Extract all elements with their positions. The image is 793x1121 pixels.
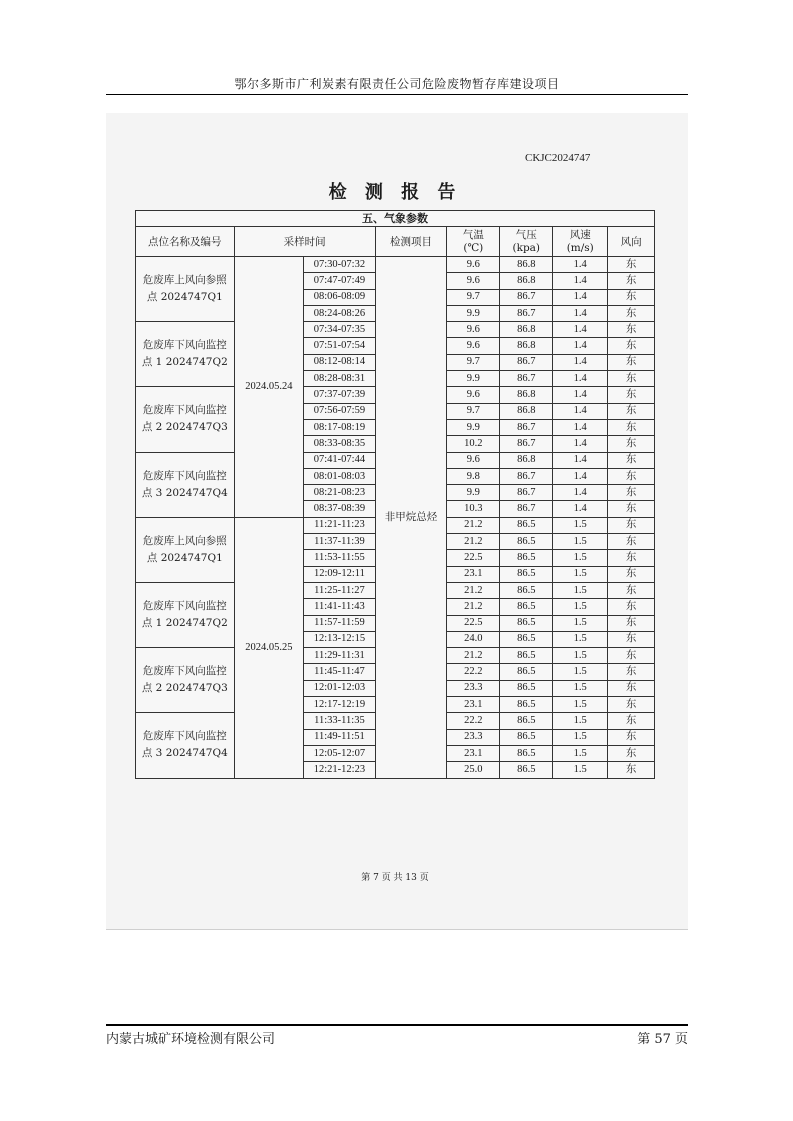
wind-dir-cell: 东	[608, 338, 655, 354]
item-cell: 非甲烷总烃	[375, 257, 447, 779]
footer-divider	[106, 1024, 688, 1026]
temp-cell: 9.9	[447, 419, 500, 435]
wind-speed-cell: 1.4	[553, 468, 608, 484]
wind-dir-cell: 东	[608, 648, 655, 664]
wind-speed-cell: 1.5	[553, 615, 608, 631]
temp-cell: 9.6	[447, 387, 500, 403]
report-title: 检 测 报 告	[328, 182, 462, 203]
location-cell: 危废库下风向监控点 1 2024747Q2	[136, 322, 235, 387]
wind-speed-cell: 1.5	[553, 648, 608, 664]
temp-cell: 25.0	[447, 762, 500, 778]
pressure-cell: 86.7	[500, 354, 553, 370]
time-cell: 08:06-08:09	[304, 289, 376, 305]
wind-speed-cell: 1.4	[553, 273, 608, 289]
wind-speed-cell: 1.4	[553, 436, 608, 452]
temp-cell: 9.6	[447, 322, 500, 338]
time-cell: 07:51-07:54	[304, 338, 376, 354]
time-cell: 11:41-11:43	[304, 599, 376, 615]
temp-cell: 21.2	[447, 599, 500, 615]
location-cell: 危废库下风向监控点 2 2024747Q3	[136, 387, 235, 452]
wind-speed-cell: 1.5	[553, 664, 608, 680]
wind-speed-cell: 1.5	[553, 631, 608, 647]
temp-cell: 9.6	[447, 452, 500, 468]
pressure-cell: 86.5	[500, 729, 553, 745]
wind-speed-cell: 1.5	[553, 566, 608, 582]
col-header-wind-speed: 风速 (m/s)	[553, 227, 608, 257]
wind-dir-cell: 东	[608, 403, 655, 419]
time-cell: 07:56-07:59	[304, 403, 376, 419]
temp-cell: 9.9	[447, 371, 500, 387]
pressure-cell: 86.5	[500, 566, 553, 582]
time-cell: 07:30-07:32	[304, 257, 376, 273]
wind-dir-cell: 东	[608, 534, 655, 550]
col-header-wind-dir: 风向	[608, 227, 655, 257]
wind-dir-cell: 东	[608, 599, 655, 615]
time-cell: 12:01-12:03	[304, 680, 376, 696]
wind-speed-cell: 1.5	[553, 534, 608, 550]
time-cell: 08:33-08:35	[304, 436, 376, 452]
pressure-cell: 86.5	[500, 697, 553, 713]
date-cell: 2024.05.25	[234, 517, 304, 778]
wind-speed-cell: 1.5	[553, 745, 608, 761]
time-cell: 11:29-11:31	[304, 648, 376, 664]
temp-cell: 9.6	[447, 257, 500, 273]
col-header-time: 采样时间	[234, 227, 375, 257]
time-cell: 12:05-12:07	[304, 745, 376, 761]
wind-speed-cell: 1.4	[553, 501, 608, 517]
wind-dir-cell: 东	[608, 631, 655, 647]
time-cell: 11:25-11:27	[304, 582, 376, 598]
temp-cell: 10.3	[447, 501, 500, 517]
pressure-cell: 86.5	[500, 648, 553, 664]
pressure-cell: 86.8	[500, 322, 553, 338]
time-cell: 08:17-08:19	[304, 419, 376, 435]
wind-dir-cell: 东	[608, 387, 655, 403]
report-page-number: 第 7 页 共 13 页	[361, 873, 429, 883]
time-cell: 07:34-07:35	[304, 322, 376, 338]
wind-speed-cell: 1.4	[553, 419, 608, 435]
wind-dir-cell: 东	[608, 729, 655, 745]
pressure-cell: 86.8	[500, 403, 553, 419]
location-cell: 危废库上风向参照点 2024747Q1	[136, 517, 235, 582]
wind-speed-cell: 1.4	[553, 371, 608, 387]
wind-speed-cell: 1.5	[553, 729, 608, 745]
wind-speed-cell: 1.5	[553, 697, 608, 713]
col-header-temp: 气温 (℃)	[447, 227, 500, 257]
wind-speed-cell: 1.4	[553, 387, 608, 403]
time-cell: 07:47-07:49	[304, 273, 376, 289]
temp-cell: 22.5	[447, 615, 500, 631]
pressure-cell: 86.7	[500, 468, 553, 484]
pressure-cell: 86.7	[500, 436, 553, 452]
temp-cell: 22.2	[447, 713, 500, 729]
time-cell: 08:21-08:23	[304, 485, 376, 501]
pressure-cell: 86.5	[500, 615, 553, 631]
time-cell: 11:37-11:39	[304, 534, 376, 550]
wind-dir-cell: 东	[608, 273, 655, 289]
temp-cell: 21.2	[447, 517, 500, 533]
footer-company: 内蒙古城矿环境检测有限公司	[106, 1032, 276, 1047]
wind-dir-cell: 东	[608, 322, 655, 338]
pressure-cell: 86.8	[500, 387, 553, 403]
wind-dir-cell: 东	[608, 452, 655, 468]
temp-cell: 21.2	[447, 582, 500, 598]
wind-speed-cell: 1.4	[553, 257, 608, 273]
pressure-cell: 86.7	[500, 501, 553, 517]
wind-dir-cell: 东	[608, 745, 655, 761]
location-cell: 危废库下风向监控点 3 2024747Q4	[136, 713, 235, 778]
wind-dir-cell: 东	[608, 289, 655, 305]
report-code: CKJC2024747	[525, 152, 591, 164]
pressure-cell: 86.5	[500, 664, 553, 680]
temp-cell: 21.2	[447, 648, 500, 664]
time-cell: 08:28-08:31	[304, 371, 376, 387]
date-cell: 2024.05.24	[234, 257, 304, 518]
time-cell: 11:53-11:55	[304, 550, 376, 566]
header-divider	[106, 94, 688, 95]
pressure-cell: 86.5	[500, 713, 553, 729]
document-header: 鄂尔多斯市广利炭素有限责任公司危险废物暂存库建设项目	[234, 77, 560, 91]
temp-cell: 23.1	[447, 566, 500, 582]
wind-speed-cell: 1.5	[553, 550, 608, 566]
time-cell: 12:13-12:15	[304, 631, 376, 647]
scan-bottom-edge	[106, 929, 688, 930]
time-cell: 08:12-08:14	[304, 354, 376, 370]
temp-cell: 21.2	[447, 534, 500, 550]
pressure-cell: 86.5	[500, 550, 553, 566]
pressure-cell: 86.5	[500, 599, 553, 615]
time-cell: 12:09-12:11	[304, 566, 376, 582]
time-cell: 12:17-12:19	[304, 697, 376, 713]
wind-dir-cell: 东	[608, 697, 655, 713]
temp-cell: 22.2	[447, 664, 500, 680]
footer-page-number: 第 57 页	[637, 1032, 688, 1047]
temp-cell: 23.3	[447, 729, 500, 745]
pressure-cell: 86.8	[500, 452, 553, 468]
time-cell: 11:21-11:23	[304, 517, 376, 533]
wind-dir-cell: 东	[608, 485, 655, 501]
location-cell: 危废库上风向参照点 2024747Q1	[136, 257, 235, 322]
pressure-cell: 86.7	[500, 371, 553, 387]
wind-dir-cell: 东	[608, 257, 655, 273]
temp-cell: 9.9	[447, 305, 500, 321]
pressure-cell: 86.5	[500, 680, 553, 696]
wind-dir-cell: 东	[608, 680, 655, 696]
pressure-cell: 86.5	[500, 517, 553, 533]
pressure-cell: 86.8	[500, 338, 553, 354]
wind-speed-cell: 1.4	[553, 338, 608, 354]
wind-dir-cell: 东	[608, 517, 655, 533]
wind-dir-cell: 东	[608, 582, 655, 598]
temp-cell: 10.2	[447, 436, 500, 452]
section-title: 五、气象参数	[136, 211, 655, 227]
wind-dir-cell: 东	[608, 664, 655, 680]
wind-speed-cell: 1.5	[553, 762, 608, 778]
time-cell: 08:37-08:39	[304, 501, 376, 517]
pressure-cell: 86.7	[500, 289, 553, 305]
time-cell: 12:21-12:23	[304, 762, 376, 778]
wind-speed-cell: 1.4	[553, 305, 608, 321]
wind-speed-cell: 1.4	[553, 354, 608, 370]
time-cell: 08:01-08:03	[304, 468, 376, 484]
pressure-cell: 86.5	[500, 582, 553, 598]
wind-dir-cell: 东	[608, 436, 655, 452]
temp-cell: 9.8	[447, 468, 500, 484]
pressure-cell: 86.5	[500, 534, 553, 550]
temp-cell: 9.7	[447, 289, 500, 305]
wind-dir-cell: 东	[608, 566, 655, 582]
col-header-pressure: 气压 (kpa)	[500, 227, 553, 257]
wind-speed-cell: 1.5	[553, 713, 608, 729]
col-header-item: 检测项目	[375, 227, 447, 257]
wind-dir-cell: 东	[608, 501, 655, 517]
meteorological-table	[135, 210, 655, 779]
wind-speed-cell: 1.4	[553, 322, 608, 338]
wind-dir-cell: 东	[608, 354, 655, 370]
temp-cell: 9.7	[447, 354, 500, 370]
pressure-cell: 86.5	[500, 745, 553, 761]
wind-speed-cell: 1.4	[553, 289, 608, 305]
pressure-cell: 86.8	[500, 257, 553, 273]
time-cell: 07:37-07:39	[304, 387, 376, 403]
wind-dir-cell: 东	[608, 615, 655, 631]
wind-speed-cell: 1.5	[553, 582, 608, 598]
wind-speed-cell: 1.4	[553, 403, 608, 419]
wind-speed-cell: 1.4	[553, 485, 608, 501]
pressure-cell: 86.7	[500, 419, 553, 435]
time-cell: 11:57-11:59	[304, 615, 376, 631]
wind-dir-cell: 东	[608, 468, 655, 484]
wind-dir-cell: 东	[608, 305, 655, 321]
temp-cell: 23.1	[447, 697, 500, 713]
wind-dir-cell: 东	[608, 762, 655, 778]
temp-cell: 24.0	[447, 631, 500, 647]
wind-dir-cell: 东	[608, 713, 655, 729]
pressure-cell: 86.8	[500, 273, 553, 289]
pressure-cell: 86.5	[500, 631, 553, 647]
temp-cell: 9.7	[447, 403, 500, 419]
location-cell: 危废库下风向监控点 1 2024747Q2	[136, 582, 235, 647]
temp-cell: 9.9	[447, 485, 500, 501]
location-cell: 危废库下风向监控点 3 2024747Q4	[136, 452, 235, 517]
pressure-cell: 86.7	[500, 305, 553, 321]
time-cell: 11:49-11:51	[304, 729, 376, 745]
pressure-cell: 86.7	[500, 485, 553, 501]
time-cell: 08:24-08:26	[304, 305, 376, 321]
time-cell: 11:33-11:35	[304, 713, 376, 729]
wind-speed-cell: 1.5	[553, 680, 608, 696]
wind-speed-cell: 1.5	[553, 599, 608, 615]
time-cell: 07:41-07:44	[304, 452, 376, 468]
pressure-cell: 86.5	[500, 762, 553, 778]
time-cell: 11:45-11:47	[304, 664, 376, 680]
temp-cell: 22.5	[447, 550, 500, 566]
temp-cell: 23.3	[447, 680, 500, 696]
col-header-location: 点位名称及编号	[136, 227, 235, 257]
table-row	[136, 257, 655, 273]
temp-cell: 9.6	[447, 338, 500, 354]
wind-speed-cell: 1.5	[553, 517, 608, 533]
wind-dir-cell: 东	[608, 419, 655, 435]
location-cell: 危废库下风向监控点 2 2024747Q3	[136, 648, 235, 713]
temp-cell: 9.6	[447, 273, 500, 289]
temp-cell: 23.1	[447, 745, 500, 761]
wind-dir-cell: 东	[608, 371, 655, 387]
wind-dir-cell: 东	[608, 550, 655, 566]
wind-speed-cell: 1.4	[553, 452, 608, 468]
